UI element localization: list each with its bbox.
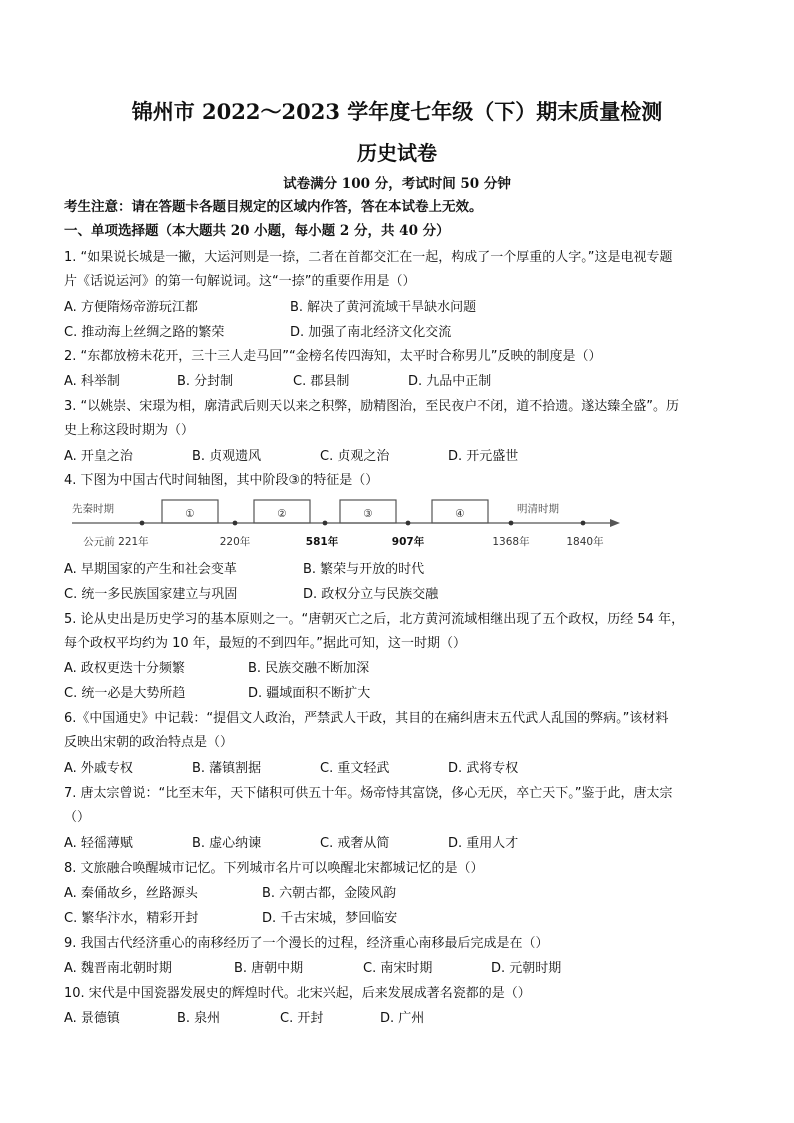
q3-option-b: B. 贞观遗风 (192, 449, 262, 464)
q7-option-c: C. 戒奢从简 (320, 836, 390, 851)
q1-option-d: D. 加强了南北经济文化交流 (290, 325, 452, 340)
q3-option-d: D. 开元盛世 (448, 449, 519, 464)
timeline-year: 1368年 (492, 536, 530, 548)
q2-option-c: C. 郡县制 (293, 374, 350, 389)
q8-option-b: B. 六朝古都，金陵风韵 (262, 886, 397, 901)
q2-option-a: A. 科举制 (64, 374, 120, 389)
exam-meta: 试卷满分 100 分，考试时间 50 分钟 (283, 176, 511, 192)
timeline-left-label: 先秦时期 (72, 503, 114, 515)
q10-option-b: B. 泉州 (177, 1011, 221, 1026)
timeline-right-label: 明清时期 (517, 503, 559, 515)
q5-option-a: A. 政权更迭十分频繁 (64, 661, 185, 676)
question-10-line-1: 10. 宋代是中国瓷器发展史的辉煌时代。北宋兴起，后来发展成著名瓷都的是（） (64, 986, 531, 1001)
question-5-line-1: 5. 论从史出是历史学习的基本原则之一。“唐朝灭亡之后，北方黄河流域相继出现了五个政权，历经 54 年， (64, 612, 685, 627)
question-5-line-2: 每个政权平均约为 10 年，最短的不到四年。”据此可知，这一时期（） (64, 636, 467, 651)
q2-option-d: D. 九品中正制 (408, 374, 492, 389)
question-1-line-2: 片《话说运河》的第一句解说词。这“一捺”的重要作用是（） (64, 274, 416, 289)
q8-option-c: C. 繁华汴水，精彩开封 (64, 911, 199, 926)
question-8-line-1: 8. 文旅融合唤醒城市记忆。下列城市名片可以唤醒北宋都城记忆的是（） (64, 861, 484, 876)
timeline-point (581, 521, 586, 526)
timeline-year: 907年 (391, 536, 425, 548)
q4-option-a: A. 早期国家的产生和社会变革 (64, 562, 237, 577)
q5-option-c: C. 统一必是大势所趋 (64, 686, 186, 701)
q7-option-d: D. 重用人才 (448, 836, 519, 851)
timeline-year: 220年 (219, 536, 251, 548)
q8-option-d: D. 千古宋城，梦回临安 (262, 911, 398, 926)
timeline-year: 公元前 221年 (83, 536, 149, 548)
q3-option-c: C. 贞观之治 (320, 449, 390, 464)
q9-option-c: C. 南宋时期 (363, 961, 433, 976)
timeline-point (406, 521, 411, 526)
q9-option-a: A. 魏晋南北朝时期 (64, 961, 172, 976)
q6-option-c: C. 重文轻武 (320, 761, 390, 776)
timeline-stage-3: ③ (363, 508, 373, 520)
q6-option-a: A. 外戚专权 (64, 761, 133, 776)
question-7-line-2: （） (64, 810, 91, 825)
timeline-point (233, 521, 238, 526)
q8-option-a: A. 秦俑故乡，丝路源头 (64, 886, 198, 901)
q1-option-c: C. 推动海上丝绸之路的繁荣 (64, 325, 225, 340)
timeline-diagram (70, 495, 630, 555)
q2-option-b: B. 分封制 (177, 374, 234, 389)
question-6-line-2: 反映出宋朝的政治特点是（） (64, 735, 234, 750)
q4-option-c: C. 统一多民族国家建立与巩固 (64, 587, 238, 602)
question-3-line-1: 3. “以姚崇、宋璟为相，廓清武后则天以来之积弊，励精图治，至民夜户不闭，道不拾遗。遂达臻全盛”。历 (64, 399, 680, 414)
q1-option-b: B. 解决了黄河流域干旱缺水问题 (290, 300, 477, 315)
q10-option-d: D. 广州 (380, 1011, 425, 1026)
timeline-point (509, 521, 514, 526)
q7-option-b: B. 虚心纳谏 (192, 836, 262, 851)
q5-option-d: D. 疆域面积不断扩大 (248, 686, 371, 701)
q6-option-d: D. 武将专权 (448, 761, 519, 776)
notice: 考生注意：请在答题卡各题目规定的区域内作答，答在本试卷上无效。 (64, 199, 483, 215)
q4-option-d: D. 政权分立与民族交融 (303, 587, 439, 602)
q3-option-a: A. 开皇之治 (64, 449, 133, 464)
question-1-line-1: 1. “如果说长城是一撇，大运河则是一捺，二者在首都交汇在一起，构成了一个厚重的人字。”这是电视专题 (64, 250, 673, 265)
q5-option-b: B. 民族交融不断加深 (248, 661, 370, 676)
timeline-point (140, 521, 145, 526)
timeline-stage-1: ① (185, 508, 195, 520)
timeline-arrow (610, 519, 620, 527)
q10-option-c: C. 开封 (280, 1011, 324, 1026)
timeline-year: 1840年 (566, 536, 604, 548)
section-heading: 一、单项选择题（本大题共 20 小题，每小题 2 分，共 40 分） (64, 223, 450, 239)
timeline-year: 581年 (305, 536, 339, 548)
q10-option-a: A. 景德镇 (64, 1011, 120, 1026)
question-2-line-1: 2. “东都放榜未花开，三十三人走马回”“金榜名传四海知，太平时合称男儿”反映的制度是（） (64, 349, 602, 364)
q9-option-b: B. 唐朝中期 (234, 961, 304, 976)
q6-option-b: B. 藩镇割据 (192, 761, 262, 776)
question-6-line-1: 6.《中国通史》中记载：“提倡文人政治，严禁武人干政，其目的在痛纠唐末五代武人乱国的弊病。”该材料 (64, 711, 669, 726)
q1-option-a: A. 方便隋炀帝游玩江都 (64, 300, 198, 315)
question-4-line-1: 4. 下图为中国古代时间轴图，其中阶段③的特征是（） (64, 473, 379, 488)
q4-option-b: B. 繁荣与开放的时代 (303, 562, 425, 577)
question-7-line-1: 7. 唐太宗曾说：“比至末年，天下储积可供五十年。炀帝恃其富饶，侈心无厌，卒亡天下。”鉴于此，唐太宗 (64, 786, 673, 801)
question-9-line-1: 9. 我国古代经济重心的南移经历了一个漫长的过程，经济重心南移最后完成是在（） (64, 936, 549, 951)
question-3-line-2: 史上称这段时期为（） (64, 423, 195, 438)
timeline-point (323, 521, 328, 526)
q7-option-a: A. 轻徭薄赋 (64, 836, 133, 851)
q9-option-d: D. 元朝时期 (491, 961, 562, 976)
exam-title: 锦州市 2022～2023 学年度七年级（下）期末质量检测 (131, 99, 663, 124)
subject-title: 历史试卷 (357, 141, 437, 165)
timeline-stage-4: ④ (455, 508, 465, 520)
timeline-stage-2: ② (277, 508, 287, 520)
